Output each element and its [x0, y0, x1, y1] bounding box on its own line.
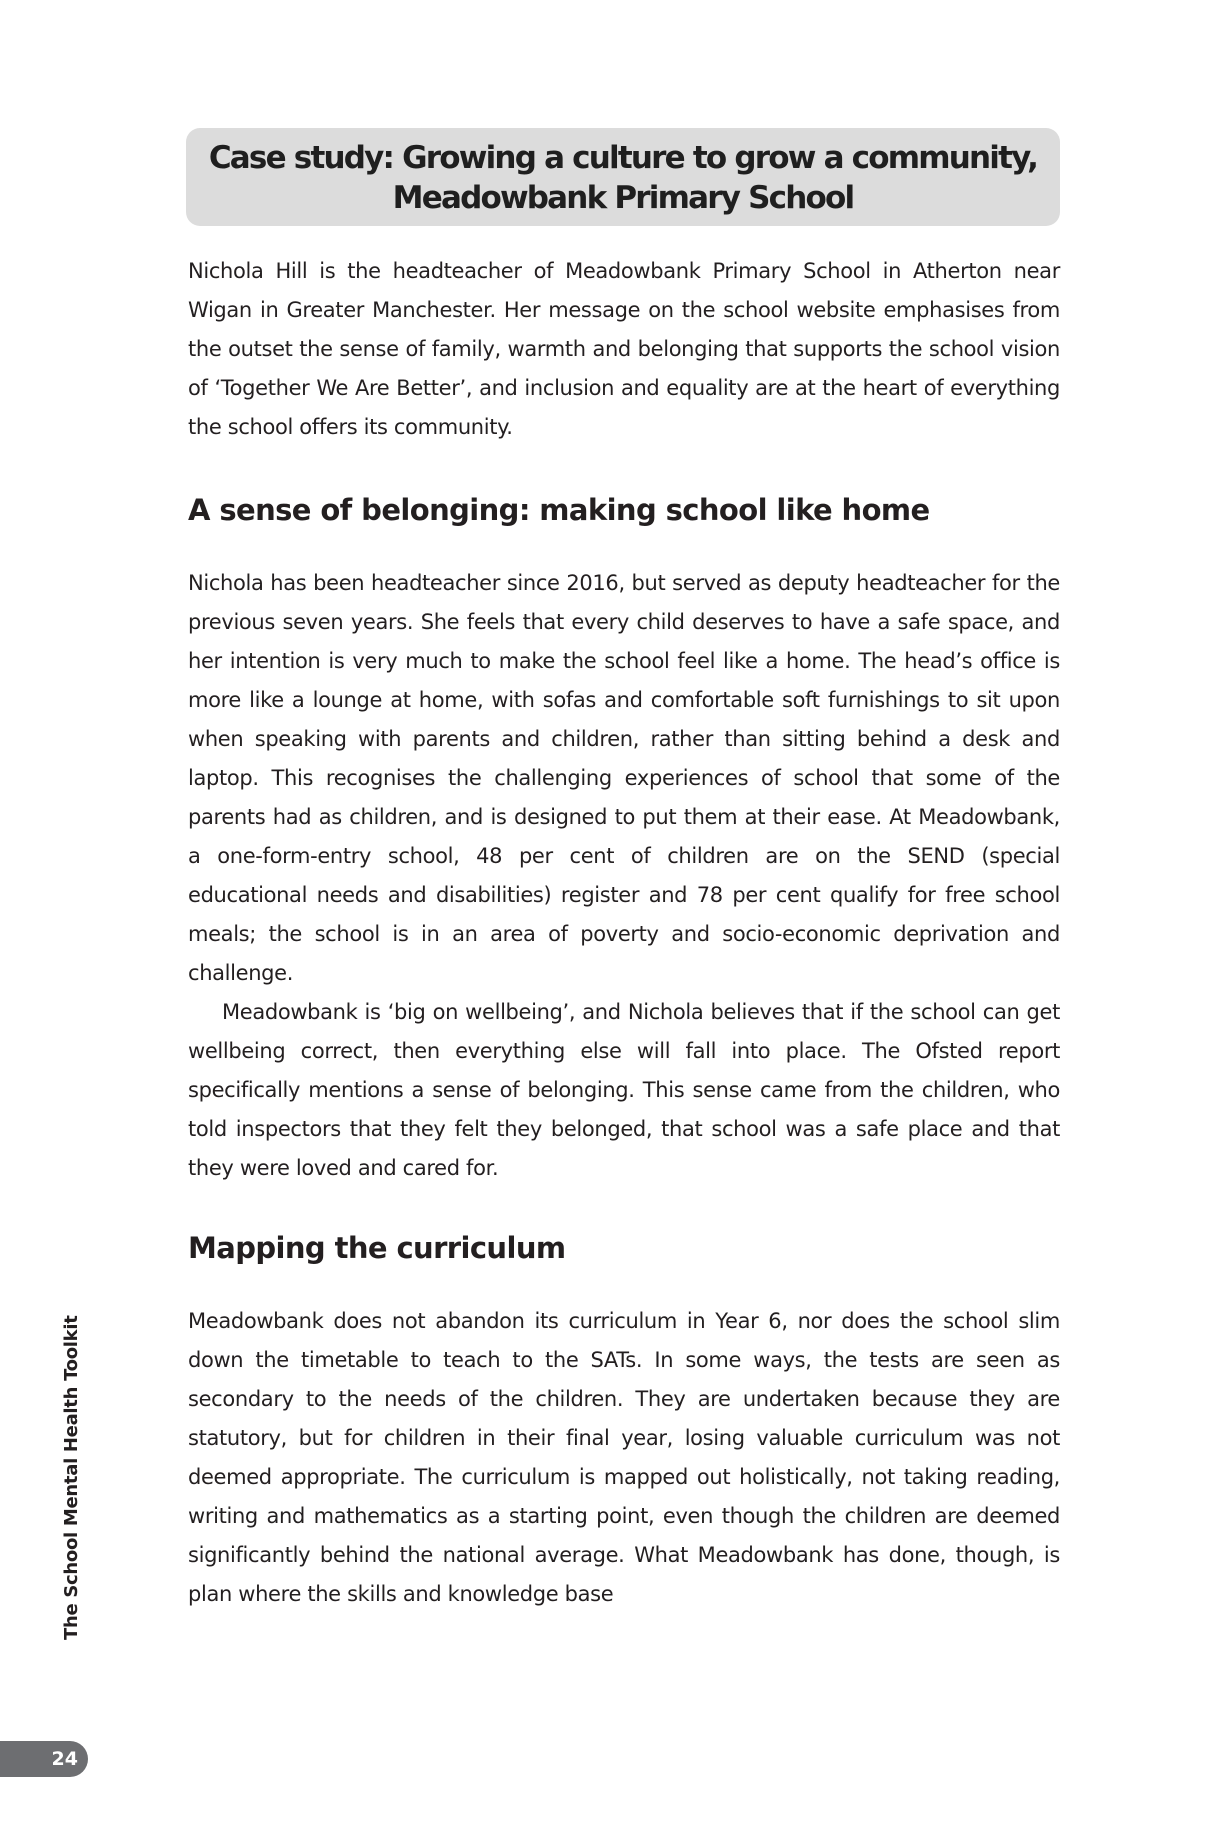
intro-paragraph: Nichola Hill is the headteacher of Meadowbank Primary School in Atherton near Wigan in Greater Manchester. Her message on the school website emphasises from the outset the sense of family, warmth and belonging that supports the school vision of ‘Together We Are Better’, and inclusion and equality are at the heart of everything the school offers its community. [188, 259, 1060, 439]
curriculum-paragraph: Meadowbank does not abandon its curriculum in Year 6, nor does the school slim down the timetable to teach to the SATs. In some ways, the tests are seen as secondary to the needs of the children. They are undertaken because they are statutory, but for children in their final year, losing valuable curriculum was not deemed appropriate. The curriculum is mapped out holistically, not taking reading, writing and mathematics as a starting point, even though the children are deemed significantly behind the national average. What Meadowbank has done, though, is plan where the skills and knowledge base [188, 1309, 1060, 1606]
page-number-tab [0, 1741, 88, 1777]
page-number: 24 [51, 1748, 78, 1770]
case-study-title-box [186, 128, 1060, 226]
heading-sense-of-belonging: A sense of belonging: making school like home [188, 493, 930, 527]
case-study-title-line-1: Case study: Growing a culture to grow a community, [208, 140, 1038, 176]
case-study-title-line-2: Meadowbank Primary School [392, 180, 854, 216]
belonging-paragraph-2: Meadowbank is ‘big on wellbeing’, and Nichola believes that if the school can get wellbeing correct, then everything else will fall into place. The Ofsted report specifically mentions a sense of belonging. This sense came from the children, who told inspectors that they felt they belonged, that school was a safe place and that they were loved and cared for. [188, 1000, 1060, 1180]
intro-section [188, 252, 1060, 447]
heading-mapping-curriculum: Mapping the curriculum [188, 1231, 566, 1265]
running-book-title: The School Mental Health Toolkit [61, 1315, 82, 1640]
belonging-paragraph-1: Nichola has been headteacher since 2016, but served as deputy headteacher for the previous seven years. She feels that every child deserves to have a safe space, and her intention is very much to make the school feel like a home. The head’s office is more like a lounge at home, with sofas and comfortable soft furnishings to sit upon when speaking with parents and children, rather than sitting behind a desk and laptop. This recognises the challenging experiences of school that some of the parents had as children, and is designed to put them at their ease. At Meadowbank, a one-form-entry school, 48 per cent of children are on the SEND (special educational needs and disabilities) register and 78 per cent qualify for free school meals; the school is in an area of poverty and socio-economic deprivation and challenge. [188, 571, 1060, 985]
belonging-section [188, 564, 1060, 1188]
curriculum-section [188, 1302, 1060, 1614]
